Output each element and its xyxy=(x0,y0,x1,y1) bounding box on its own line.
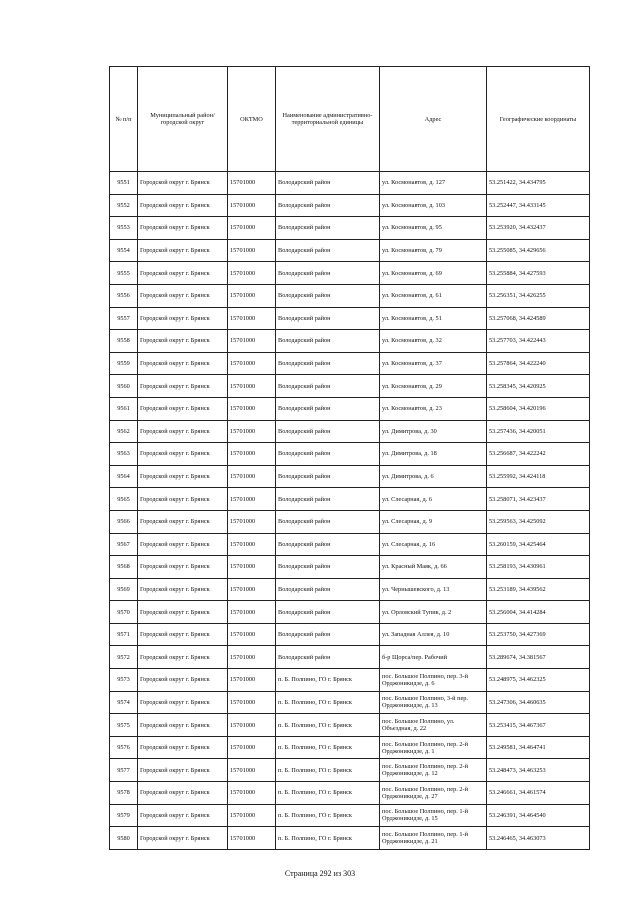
cell-num: 9568 xyxy=(110,556,138,579)
table-header-row xyxy=(110,67,590,172)
cell-admin-unit: Володарский район xyxy=(276,397,380,420)
cell-num: 9576 xyxy=(110,736,138,759)
cell-admin-unit: п. Б. Полпино, ГО г. Брянск xyxy=(276,804,380,827)
cell-admin-unit: Володарский район xyxy=(276,646,380,669)
cell-municipality: Городской округ г. Брянск xyxy=(138,782,228,805)
cell-admin-unit: Володарский район xyxy=(276,420,380,443)
table-row xyxy=(110,194,590,217)
cell-oktmo: 15701000 xyxy=(228,217,276,240)
cell-oktmo: 15701000 xyxy=(228,375,276,398)
cell-num: 9558 xyxy=(110,330,138,353)
cell-admin-unit: п. Б. Полпино, ГО г. Брянск xyxy=(276,759,380,782)
cell-num: 9551 xyxy=(110,172,138,195)
table-row xyxy=(110,510,590,533)
table-row xyxy=(110,533,590,556)
cell-address: ул. Космонавтов, д. 51 xyxy=(380,307,487,330)
cell-coords: 53.251422, 34.434795 xyxy=(487,172,590,195)
cell-oktmo: 15701000 xyxy=(228,194,276,217)
cell-oktmo: 15701000 xyxy=(228,510,276,533)
table-row xyxy=(110,217,590,240)
cell-num: 9575 xyxy=(110,714,138,737)
cell-num: 9570 xyxy=(110,601,138,624)
cell-admin-unit: Володарский район xyxy=(276,623,380,646)
cell-address: пос. Большое Полпино, 3-й пер. Орджоникидзе, д. 13 xyxy=(380,691,487,714)
cell-oktmo: 15701000 xyxy=(228,782,276,805)
cell-oktmo: 15701000 xyxy=(228,443,276,466)
cell-admin-unit: п. Б. Полпино, ГО г. Брянск xyxy=(276,827,380,850)
cell-address: ул. Западная Аллея, д. 10 xyxy=(380,623,487,646)
cell-oktmo: 15701000 xyxy=(228,714,276,737)
header-admin-unit: Наименование административно-территориальной единицы xyxy=(276,67,380,172)
cell-admin-unit: п. Б. Полпино, ГО г. Брянск xyxy=(276,782,380,805)
cell-num: 9577 xyxy=(110,759,138,782)
cell-oktmo: 15701000 xyxy=(228,646,276,669)
cell-coords: 53.253750, 34.427369 xyxy=(487,623,590,646)
cell-municipality: Городской округ г. Брянск xyxy=(138,669,228,692)
cell-admin-unit: Володарский район xyxy=(276,556,380,579)
cell-municipality: Городской округ г. Брянск xyxy=(138,352,228,375)
cell-admin-unit: п. Б. Полпино, ГО г. Брянск xyxy=(276,714,380,737)
cell-num: 9559 xyxy=(110,352,138,375)
table-row xyxy=(110,352,590,375)
cell-municipality: Городской округ г. Брянск xyxy=(138,804,228,827)
cell-coords: 53.260159, 34.425464 xyxy=(487,533,590,556)
table-row xyxy=(110,601,590,624)
cell-oktmo: 15701000 xyxy=(228,623,276,646)
cell-admin-unit: Володарский район xyxy=(276,488,380,511)
header-address: Адрес xyxy=(380,67,487,172)
cell-coords: 53.258193, 34.430961 xyxy=(487,556,590,579)
table-row xyxy=(110,691,590,714)
table-row xyxy=(110,172,590,195)
cell-address: ул. Космонавтов, д. 95 xyxy=(380,217,487,240)
cell-num: 9571 xyxy=(110,623,138,646)
cell-municipality: Городской округ г. Брянск xyxy=(138,510,228,533)
table-row xyxy=(110,646,590,669)
cell-coords: 53.253920, 34.432437 xyxy=(487,217,590,240)
cell-address: ул. Космонавтов, д. 103 xyxy=(380,194,487,217)
cell-coords: 53.257436, 34.420051 xyxy=(487,420,590,443)
cell-municipality: Городской округ г. Брянск xyxy=(138,262,228,285)
cell-coords: 53.248975, 34.462325 xyxy=(487,669,590,692)
cell-admin-unit: Володарский район xyxy=(276,307,380,330)
table-row xyxy=(110,714,590,737)
cell-num: 9573 xyxy=(110,669,138,692)
cell-address: пос. Большое Полпино, пер. 2-й Орджоникидзе, д. 1 xyxy=(380,736,487,759)
cell-address: ул. Орловский Тупик, д. 2 xyxy=(380,601,487,624)
cell-oktmo: 15701000 xyxy=(228,691,276,714)
table-row xyxy=(110,375,590,398)
cell-oktmo: 15701000 xyxy=(228,578,276,601)
header-oktmo: ОКТМО xyxy=(228,67,276,172)
cell-num: 9566 xyxy=(110,510,138,533)
cell-num: 9572 xyxy=(110,646,138,669)
cell-municipality: Городской округ г. Брянск xyxy=(138,284,228,307)
table-row xyxy=(110,827,590,850)
cell-admin-unit: Володарский район xyxy=(276,510,380,533)
cell-address: ул. Димитрова, д. 18 xyxy=(380,443,487,466)
cell-address: пос. Большое Полпино, пер. 1-й Орджоникидзе, д. 21 xyxy=(380,827,487,850)
cell-address: пос. Большое Полпино, ул. Объездная, д. 22 xyxy=(380,714,487,737)
cell-num: 9567 xyxy=(110,533,138,556)
cell-coords: 53.258345, 34.420925 xyxy=(487,375,590,398)
cell-municipality: Городской округ г. Брянск xyxy=(138,646,228,669)
cell-municipality: Городской округ г. Брянск xyxy=(138,330,228,353)
cell-admin-unit: Володарский район xyxy=(276,217,380,240)
cell-address: ул. Космонавтов, д. 37 xyxy=(380,352,487,375)
cell-num: 9557 xyxy=(110,307,138,330)
cell-oktmo: 15701000 xyxy=(228,284,276,307)
cell-oktmo: 15701000 xyxy=(228,488,276,511)
table-row xyxy=(110,284,590,307)
cell-num: 9562 xyxy=(110,420,138,443)
cell-admin-unit: Володарский район xyxy=(276,172,380,195)
cell-admin-unit: п. Б. Полпино, ГО г. Брянск xyxy=(276,691,380,714)
cell-oktmo: 15701000 xyxy=(228,556,276,579)
cell-coords: 53.255085, 34.429656 xyxy=(487,239,590,262)
cell-municipality: Городской округ г. Брянск xyxy=(138,443,228,466)
cell-oktmo: 15701000 xyxy=(228,307,276,330)
cell-oktmo: 15701000 xyxy=(228,759,276,782)
table-row xyxy=(110,420,590,443)
cell-municipality: Городской округ г. Брянск xyxy=(138,465,228,488)
cell-coords: 53.256004, 34.414284 xyxy=(487,601,590,624)
cell-num: 9560 xyxy=(110,375,138,398)
cell-address: ул. Чернышевского, д. 13 xyxy=(380,578,487,601)
table-row xyxy=(110,239,590,262)
cell-admin-unit: Володарский район xyxy=(276,601,380,624)
cell-admin-unit: Володарский район xyxy=(276,194,380,217)
cell-oktmo: 15701000 xyxy=(228,827,276,850)
cell-municipality: Городской округ г. Брянск xyxy=(138,194,228,217)
cell-admin-unit: п. Б. Полпино, ГО г. Брянск xyxy=(276,669,380,692)
cell-num: 9579 xyxy=(110,804,138,827)
cell-oktmo: 15701000 xyxy=(228,172,276,195)
cell-coords: 53.253189, 34.439562 xyxy=(487,578,590,601)
cell-coords: 53.249581, 34.464741 xyxy=(487,736,590,759)
cell-oktmo: 15701000 xyxy=(228,601,276,624)
cell-admin-unit: Володарский район xyxy=(276,239,380,262)
cell-municipality: Городской округ г. Брянск xyxy=(138,533,228,556)
cell-admin-unit: Володарский район xyxy=(276,330,380,353)
table-row xyxy=(110,307,590,330)
cell-num: 9552 xyxy=(110,194,138,217)
cell-num: 9556 xyxy=(110,284,138,307)
cell-address: ул. Космонавтов, д. 23 xyxy=(380,397,487,420)
cell-coords: 53.257864, 34.422240 xyxy=(487,352,590,375)
cell-num: 9580 xyxy=(110,827,138,850)
cell-municipality: Городской округ г. Брянск xyxy=(138,578,228,601)
cell-coords: 53.256351, 34.426255 xyxy=(487,284,590,307)
cell-address: ул. Слесарная, д. 6 xyxy=(380,488,487,511)
cell-coords: 53.289674, 34.381567 xyxy=(487,646,590,669)
cell-coords: 53.246465, 34.463073 xyxy=(487,827,590,850)
page-number: Страница 292 из 303 xyxy=(284,869,356,878)
cell-admin-unit: Володарский район xyxy=(276,465,380,488)
cell-num: 9578 xyxy=(110,782,138,805)
cell-address: ул. Красный Маяк, д. 66 xyxy=(380,556,487,579)
cell-num: 9563 xyxy=(110,443,138,466)
cell-num: 9553 xyxy=(110,217,138,240)
cell-coords: 53.253415, 34.467367 xyxy=(487,714,590,737)
cell-oktmo: 15701000 xyxy=(228,420,276,443)
cell-coords: 53.252447, 34.433145 xyxy=(487,194,590,217)
cell-oktmo: 15701000 xyxy=(228,804,276,827)
cell-address: ул. Космонавтов, д. 127 xyxy=(380,172,487,195)
cell-oktmo: 15701000 xyxy=(228,262,276,285)
cell-coords: 53.248473, 34.463253 xyxy=(487,759,590,782)
table-row xyxy=(110,443,590,466)
cell-admin-unit: Володарский район xyxy=(276,262,380,285)
cell-address: ул. Слесарная, д. 16 xyxy=(380,533,487,556)
cell-num: 9574 xyxy=(110,691,138,714)
cell-address: ул. Димитрова, д. 6 xyxy=(380,465,487,488)
cell-coords: 53.246661, 34.461574 xyxy=(487,782,590,805)
cell-num: 9555 xyxy=(110,262,138,285)
table-row xyxy=(110,330,590,353)
table-row xyxy=(110,804,590,827)
cell-address: пос. Большое Полпино, пер. 3-й Орджоникидзе, д. 6 xyxy=(380,669,487,692)
cell-oktmo: 15701000 xyxy=(228,465,276,488)
cell-address: б-р Щорса/пер. Рабочий xyxy=(380,646,487,669)
header-num: № п/п xyxy=(110,67,138,172)
cell-municipality: Городской округ г. Брянск xyxy=(138,420,228,443)
table-row xyxy=(110,465,590,488)
cell-coords: 53.257068, 34.424589 xyxy=(487,307,590,330)
table-row xyxy=(110,736,590,759)
cell-address: ул. Космонавтов, д. 32 xyxy=(380,330,487,353)
cell-oktmo: 15701000 xyxy=(228,239,276,262)
table-row xyxy=(110,397,590,420)
table-row xyxy=(110,262,590,285)
cell-municipality: Городской округ г. Брянск xyxy=(138,239,228,262)
cell-municipality: Городской округ г. Брянск xyxy=(138,488,228,511)
cell-oktmo: 15701000 xyxy=(228,669,276,692)
cell-coords: 53.255884, 34.427593 xyxy=(487,262,590,285)
table-row xyxy=(110,578,590,601)
addresses-table xyxy=(109,66,590,850)
cell-admin-unit: Володарский район xyxy=(276,375,380,398)
cell-admin-unit: Володарский район xyxy=(276,533,380,556)
cell-coords: 53.247306, 34.460635 xyxy=(487,691,590,714)
cell-municipality: Городской округ г. Брянск xyxy=(138,736,228,759)
cell-num: 9561 xyxy=(110,397,138,420)
cell-address: пос. Большое Полпино, пер. 2-й Орджоникидзе, д. 12 xyxy=(380,759,487,782)
cell-admin-unit: Володарский район xyxy=(276,352,380,375)
cell-admin-unit: Володарский район xyxy=(276,443,380,466)
cell-municipality: Городской округ г. Брянск xyxy=(138,217,228,240)
cell-oktmo: 15701000 xyxy=(228,533,276,556)
cell-admin-unit: п. Б. Полпино, ГО г. Брянск xyxy=(276,736,380,759)
cell-municipality: Городской округ г. Брянск xyxy=(138,714,228,737)
cell-address: пос. Большое Полпино, пер. 1-й Орджоникидзе, д. 15 xyxy=(380,804,487,827)
cell-coords: 53.257703, 34.422443 xyxy=(487,330,590,353)
cell-coords: 53.259563, 34.425092 xyxy=(487,510,590,533)
cell-admin-unit: Володарский район xyxy=(276,284,380,307)
cell-municipality: Городской округ г. Брянск xyxy=(138,623,228,646)
cell-municipality: Городской округ г. Брянск xyxy=(138,759,228,782)
table-row xyxy=(110,556,590,579)
cell-num: 9569 xyxy=(110,578,138,601)
table-row xyxy=(110,488,590,511)
cell-coords: 53.258604, 34.420196 xyxy=(487,397,590,420)
cell-address: ул. Димитрова, д. 30 xyxy=(380,420,487,443)
header-municipality: Муниципальный район/городской округ xyxy=(138,67,228,172)
cell-address: ул. Космонавтов, д. 29 xyxy=(380,375,487,398)
cell-municipality: Городской округ г. Брянск xyxy=(138,375,228,398)
table-body xyxy=(110,172,590,850)
cell-coords: 53.256687, 34.422242 xyxy=(487,443,590,466)
table-row xyxy=(110,759,590,782)
table-row xyxy=(110,782,590,805)
cell-address: ул. Космонавтов, д. 61 xyxy=(380,284,487,307)
table-row xyxy=(110,669,590,692)
cell-address: ул. Слесарная, д. 9 xyxy=(380,510,487,533)
cell-num: 9564 xyxy=(110,465,138,488)
cell-coords: 53.255992, 34.424118 xyxy=(487,465,590,488)
cell-municipality: Городской округ г. Брянск xyxy=(138,827,228,850)
cell-municipality: Городской округ г. Брянск xyxy=(138,601,228,624)
cell-num: 9565 xyxy=(110,488,138,511)
cell-municipality: Городской округ г. Брянск xyxy=(138,307,228,330)
cell-oktmo: 15701000 xyxy=(228,397,276,420)
cell-municipality: Городской округ г. Брянск xyxy=(138,397,228,420)
cell-address: ул. Космонавтов, д. 79 xyxy=(380,239,487,262)
cell-admin-unit: Володарский район xyxy=(276,578,380,601)
cell-oktmo: 15701000 xyxy=(228,736,276,759)
cell-num: 9554 xyxy=(110,239,138,262)
cell-municipality: Городской округ г. Брянск xyxy=(138,556,228,579)
cell-oktmo: 15701000 xyxy=(228,330,276,353)
table-row xyxy=(110,623,590,646)
cell-municipality: Городской округ г. Брянск xyxy=(138,172,228,195)
header-coords: Географические координаты xyxy=(487,67,590,172)
cell-address: ул. Космонавтов, д. 69 xyxy=(380,262,487,285)
cell-oktmo: 15701000 xyxy=(228,352,276,375)
cell-coords: 53.258071, 34.423437 xyxy=(487,488,590,511)
cell-address: пос. Большое Полпино, пер. 2-й Орджоникидзе, д. 27 xyxy=(380,782,487,805)
cell-municipality: Городской округ г. Брянск xyxy=(138,691,228,714)
cell-coords: 53.246391, 34.464540 xyxy=(487,804,590,827)
